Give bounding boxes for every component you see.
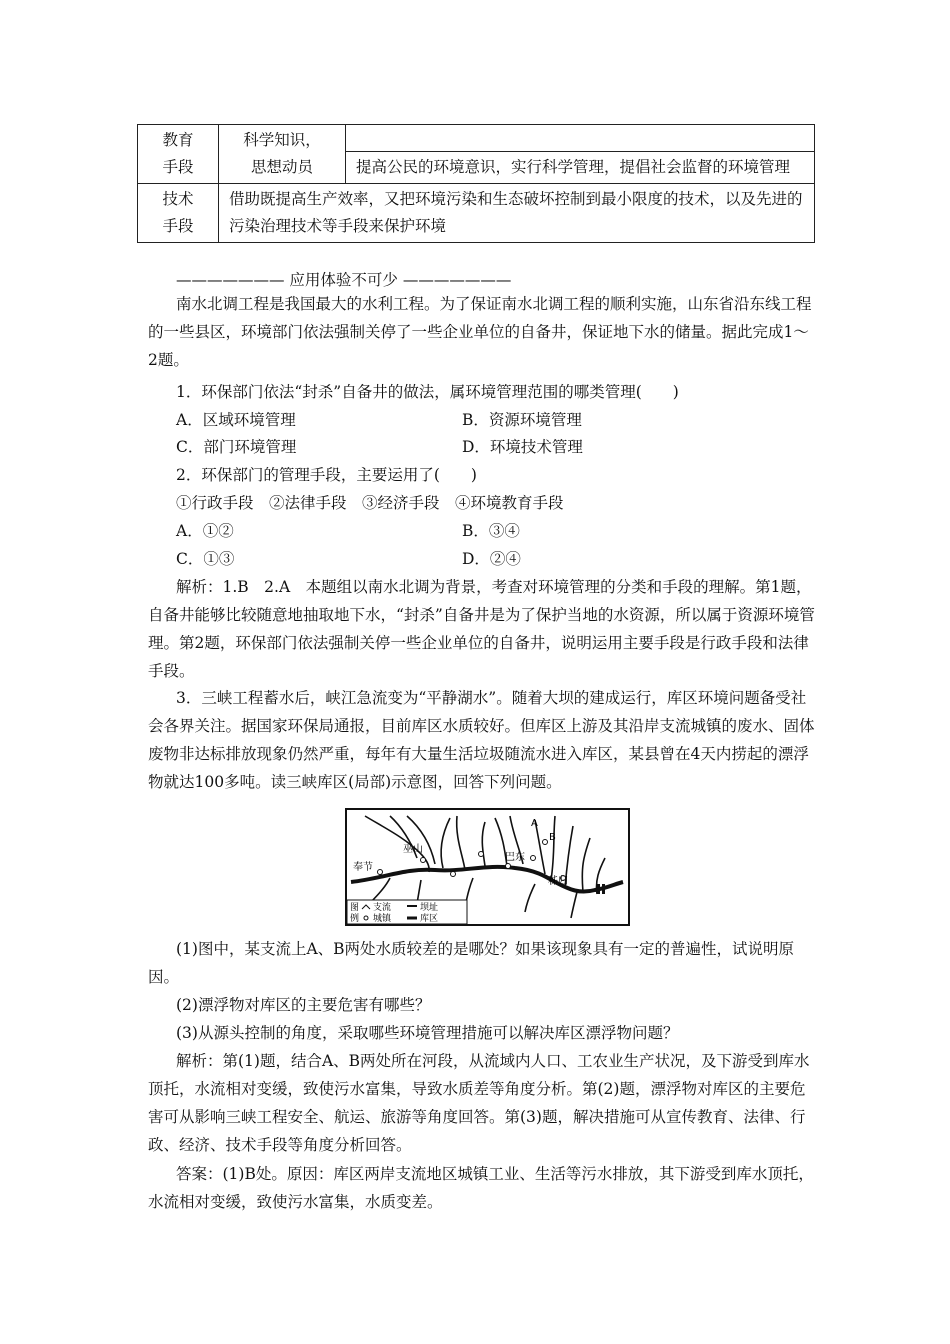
analysis-2: 解析：第(1)题，结合A、B两处所在河段，从流域内人口、工农业生产状况，及下游受到库水顶托，水流相对变缓，致使污水富集，导致水质差等角度分析。第(2)题，漂浮物对库区的主要危害可从影响三峡工程安全、航运、旅游等角度回答。第(3)题，解决措施可从宣传教育、法律、行政、经济、技术手段等角度分析回答。 [148, 1052, 810, 1154]
svg-text:图: 图 [350, 903, 360, 913]
label-a: A [531, 818, 538, 829]
label-badong: 巴东 [505, 852, 525, 863]
section-divider: ——————— 应用体验不可少 ——————— [176, 271, 512, 289]
answer: 答案：(1)B处。原因：库区两岸支流地区城镇工业、生活等污水排放，其下游受到库水顶托，水流相对变缓，致使污水富集，水质变差。 [148, 1165, 814, 1211]
map-legend [347, 900, 467, 924]
label-zigui: 秭归 [548, 876, 568, 887]
point-b-marker [543, 840, 548, 845]
q1-option-c: C．部门环境管理 [176, 438, 297, 456]
svg-text:支流: 支流 [373, 903, 392, 913]
question-2-stem: 2．环保部门的管理手段，主要运用了( ) [176, 466, 477, 484]
label-wushan: 巫山 [403, 844, 423, 855]
q2-option-c: C．①③ [176, 550, 235, 568]
intro-paragraph: 南水北调工程是我国最大的水利工程。为了保证南水北调工程的顺利实施，山东省沿东线工程的一些县区，环境部门依法强制关停了一些企业单位的自备井，保证地下水的储量。据此完成1～2题。 [148, 295, 812, 369]
question-1-stem: 1．环保部门依法“封杀”自备井的做法，属环境管理范围的哪类管理( ) [176, 383, 679, 401]
q1-option-d: D．环境技术管理 [462, 438, 583, 456]
question-3-stem: 3．三峡工程蓄水后，峡江急流变为“平静湖水”。随着大坝的建成运行，库区环境问题备受社会各界关注。据国家环保局通报，目前库区水质较好。但库区上游及其沿岸支流城镇的废水、固体废物非达标排放现象仍然严重，每年有大量生活垃圾随流水进入库区，某县曾在4天内捞起的漂浮物就达100多吨。读三峡库区(局部)示意图，回答下列问题。 [148, 689, 815, 791]
q1-option-a: A．区域环境管理 [176, 411, 296, 429]
svg-text:城镇: 城镇 [373, 914, 392, 924]
town-icon [364, 916, 368, 920]
sub-question-2: (2)漂浮物对库区的主要危害有哪些？ [176, 996, 431, 1014]
three-gorges-map [345, 808, 630, 926]
q2-items: ①行政手段 ②法律手段 ③经济手段 ④环境教育手段 [176, 494, 564, 512]
table-cell-tech-label: 技术 手段 [138, 184, 219, 243]
sub-question-1: (1)图中，某支流上A、B两处水质较差的是哪处？如果该现象具有一定的普遍性，试说明原因。 [148, 940, 795, 986]
svg-text:坝址: 坝址 [420, 903, 439, 913]
label-fengjie: 奉节 [353, 862, 373, 873]
table-cell-education-label: 教育 手段 [138, 125, 219, 184]
q2-option-d: D．②④ [462, 550, 521, 568]
analysis-1: 解析：1.B 2.A 本题组以南水北调为背景，考查对环境管理的分类和手段的理解。第1题，自备井能够比较随意地抽取地下水，“封杀”自备井是为了保护当地的水资源，所以属于资源环境管理。第2题，环保部门依法强制关停一些企业单位的自备井，说明运用主要手段是行政手段和法律手段。 [148, 578, 815, 680]
label-b: B [549, 832, 556, 843]
table-cell-tech-desc: 借助既提高生产效率，又把环境污染和生态破坏控制到最小限度的技术，以及先进的污染治理技术等手段来保护环境 [219, 184, 815, 243]
table-cell-empty [346, 125, 815, 152]
sub-question-3: (3)从源头控制的角度，采取哪些环境管理措施可以解决库区漂浮物问题？ [176, 1024, 679, 1042]
q1-option-b: B．资源环境管理 [462, 411, 582, 429]
svg-text:库区: 库区 [420, 914, 439, 924]
table-cell-education-method: 科学知识， 思想动员 [219, 125, 346, 184]
management-table [137, 124, 815, 243]
svg-text:例: 例 [350, 914, 360, 924]
table-cell-education-desc: 提高公民的环境意识，实行科学管理，提倡社会监督的环境管理 [346, 152, 815, 184]
map-figure [345, 808, 630, 926]
dam-icon [597, 884, 600, 894]
q2-option-b: B．③④ [462, 522, 520, 540]
q2-option-a: A．①② [176, 522, 234, 540]
